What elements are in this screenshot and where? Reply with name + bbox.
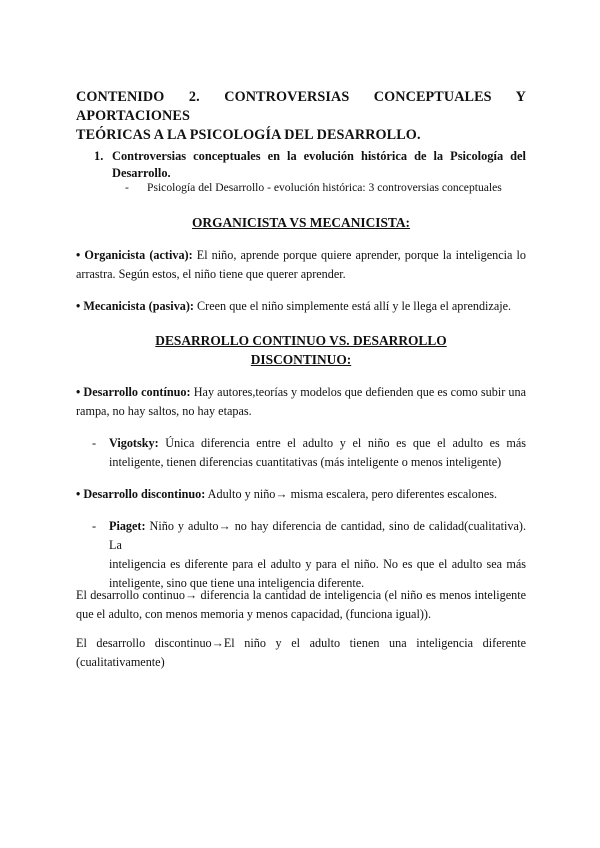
title-line-1: CONTENIDO 2. CONTROVERSIAS CONCEPTUALES Y APORTACIONES — [76, 89, 526, 124]
paragraph-organicista: • Organicista (activa): El niño, aprende porque quiere aprender, porque la inteligencia lo arrastra. Según estos, el niño tiene que querer aprender. — [76, 248, 526, 281]
paragraph-mecanicista: • Mecanicista (pasiva): Creen que el niño simplemente está allí y le llega el aprendizaje. — [76, 299, 512, 313]
term-organicista: • Organicista (activa): — [76, 248, 193, 262]
section-heading-desarrollo: DESARROLLO CONTINUO VS. DESARROLLO DISCONTINUO: — [155, 333, 447, 367]
paragraph-desarrollo-continuo: • Desarrollo contínuo: Hay autores,teorías y modelos que defienden que es como subir una rampa, no hay saltos, no hay etapas. — [76, 385, 526, 418]
paragraph-desarrollo-discontinuo: • Desarrollo discontinuo: Adulto y niño→ misma escalera, pero diferentes escalones. — [76, 487, 498, 501]
term-vigotsky: Vigotsky: — [109, 436, 159, 450]
list-number: 1. — [94, 149, 104, 163]
sub-item-text: Psicología del Desarrollo - evolución histórica: 3 controversias conceptuales — [147, 181, 502, 194]
title-line-2: TEÓRICAS A LA PSICOLOGÍA DEL DESARROLLO. — [76, 127, 421, 143]
dash-bullet: - — [92, 436, 97, 450]
section-heading-organicista: ORGANICISTA VS MECANICISTA: — [191, 215, 410, 230]
term-mecanicista: • Mecanicista (pasiva): — [76, 299, 194, 313]
term-desarrollo-discontinuo: • Desarrollo discontinuo: — [76, 487, 206, 501]
paragraph-summary-continuo: El desarrollo continuo→ diferencia la cantidad de inteligencia (el niño es menos inteligente que el adulto, con menos memoria y menos capacidad, (funciona igual)). — [76, 588, 526, 621]
document-page: CONTENIDO 2. CONTROVERSIAS CONCEPTUALES Y APORTACIONES TEÓRICAS A LA PSICOLOGÍA DEL DESARROLLO. 1. Controversias conceptuales en la evolución histórica de la Psicología del Desarrollo. - Psicología del Desarrollo - evolución histórica: 3 controversias conceptuales ORGANICISTA VS MECANICISTA: • Organicista (activa): El niño, aprende porque quiere aprender, porque la inteligencia lo arrastra. Según estos, el niño tiene que querer aprender. • Mecanicista (pasiva): Creen que el niño simplemente está allí y le llega el aprendizaje. DESARROLLO CONTINUO VS. DESARROLLO DISCONTINUO: • Desarrollo contínuo: Hay autores,teorías y modelos que defienden que es como subir una rampa, no hay saltos, no hay etapas. - Vigotsky: Única diferencia entre el adulto y el niño es que el adulto es más inteligente, tienen diferencias cuantitativas (más inteligente o menos inteligente) • Desarrollo discontinuo: Adulto y niño→ misma escalera, pero diferentes escalones. - Piaget: Niño y adulto→ no hay diferencia de cantidad, sino de calidad(cualitativa). La inteligencia es diferente para el adulto y para el niño. No es que el adulto sea más inteligente, sino que tiene una inteligencia diferente. El desarrollo continuo→ diferencia la cantidad de inteligencia (el niño es menos inteligente que el adulto, con menos memoria y menos capacidad, (funciona igual)). El desarrollo discontinuo→El niño y el adulto tienen una inteligencia diferente (cualitativamente) — [0, 0, 600, 848]
term-desarrollo-continuo: • Desarrollo contínuo: — [76, 385, 191, 399]
term-piaget: Piaget: — [109, 519, 146, 533]
numbered-item-text: Controversias conceptuales en la evolución histórica de la Psicología del Desarrollo. — [112, 149, 526, 180]
paragraph-summary-discontinuo: El desarrollo discontinuo→El niño y el adulto tienen una inteligencia diferente (cualitativamente) — [76, 636, 526, 669]
dash-bullet: - — [125, 181, 129, 194]
page-title — [76, 88, 526, 145]
dash-bullet: - — [92, 519, 97, 533]
